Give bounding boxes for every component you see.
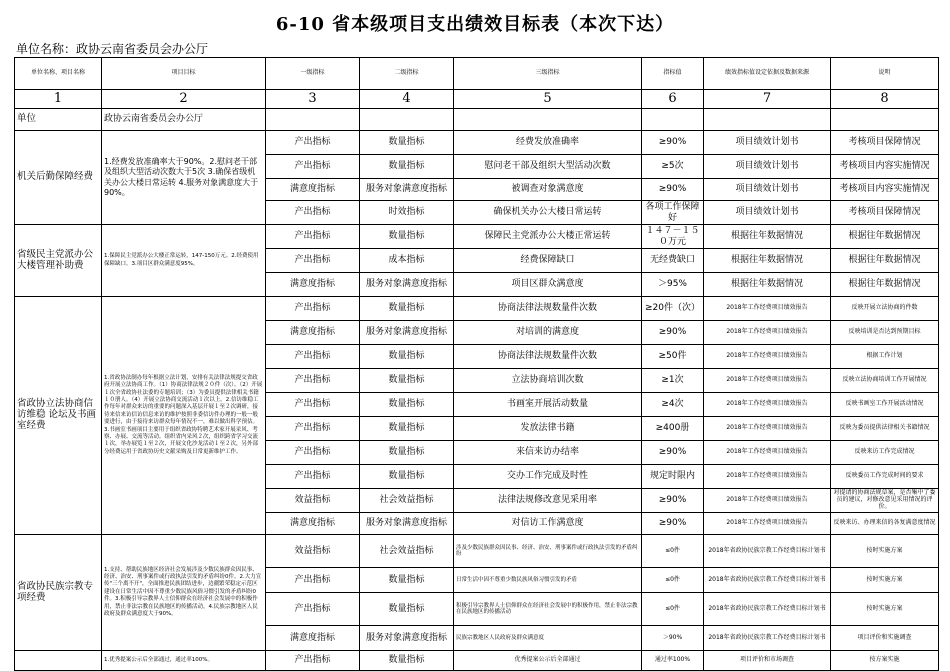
column-number-row bbox=[15, 90, 939, 109]
column-number: 8 bbox=[831, 90, 939, 109]
level2-indicator: 时效指标 bbox=[360, 201, 454, 225]
header-cell: 说明 bbox=[831, 58, 939, 90]
unit-name-label: 单位名称：政协云南省委员会办公厅 bbox=[16, 42, 209, 56]
basis-source: 2018年省政协民族宗教工作经费目标计划书 bbox=[704, 626, 831, 651]
level2-indicator: 服务对象满意度指标 bbox=[360, 513, 454, 535]
basis-source: 2018年工作经费项目绩效报告 bbox=[704, 393, 831, 417]
basis-source: 2018年工作经费项目绩效报告 bbox=[704, 441, 831, 465]
basis-source: 根据往年数据情况 bbox=[704, 249, 831, 273]
indicator-value: ≤0件 bbox=[642, 593, 704, 626]
project-target: 1.保障民主党派办公大楼正常运转，147-150万元。2.经费使用保障缺口。3.项目区群众满意度95%。 bbox=[102, 225, 266, 297]
project-target: 1.省政协法制办每年根据立法计划，安排有关法律法规提交省政府开展立法协商工作。（1）协商法律法规２０件（次）。（2）开展１次全省政协社法委的专题培训；（3）为委员提供法律相关书籍１０册人。（4）开展立法协商交流活动１次以上。2.信访维稳工作每年对群众来访的重要的问题深入基层开展１至２次调研，接待来信来访信访信息来访的维护按照非委信访件办理的一般一般要进行，由于接待来访群众每年情况不一，难以做出科学预估。3.书画室书画项目主要用于组织省政协特聘艺术家开展采风、考察、办展、交流等活动。组织省内采风２次，组织跨省学习交流１次，举办展览１至２次，开展文化沙龙活动１至２次，另外部分经费运用于省政协历史文献采购及日常更新维护工作。 bbox=[102, 297, 266, 535]
indicator-value: ≥90% bbox=[642, 441, 704, 465]
level2-indicator: 服务对象满意度指标 bbox=[360, 179, 454, 201]
basis-source: 根据往年数据情况 bbox=[704, 273, 831, 297]
level2-indicator: 数量指标 bbox=[360, 155, 454, 179]
level1-indicator: 产出指标 bbox=[266, 465, 360, 489]
level2-indicator: 数量指标 bbox=[360, 297, 454, 321]
level2-indicator: 数量指标 bbox=[360, 417, 454, 441]
level2-indicator: 数量指标 bbox=[360, 651, 454, 671]
header-cell: 二级指标 bbox=[360, 58, 454, 90]
level1-indicator: 产出指标 bbox=[266, 568, 360, 593]
level2-indicator: 服务对象满意度指标 bbox=[360, 273, 454, 297]
level1-indicator: 产出指标 bbox=[266, 131, 360, 155]
basis-source: 2018年省政协民族宗教工作经费目标计划书 bbox=[704, 535, 831, 568]
level2-indicator: 成本指标 bbox=[360, 249, 454, 273]
table-row bbox=[15, 297, 939, 321]
basis-source: 2018年工作经费项目绩效报告 bbox=[704, 321, 831, 345]
level3-indicator: 民族宗教地区人民政府及群众满意度 bbox=[454, 626, 642, 651]
indicator-value: 各项工作保障好 bbox=[642, 201, 704, 225]
description: 根据工作计划 bbox=[831, 345, 939, 369]
level2-indicator: 社会效益指标 bbox=[360, 489, 454, 513]
level2-indicator: 服务对象满意度指标 bbox=[360, 626, 454, 651]
level1-indicator: 产出指标 bbox=[266, 155, 360, 179]
unit-row bbox=[15, 109, 939, 131]
header-row bbox=[15, 58, 939, 90]
header-cell: 指标值 bbox=[642, 58, 704, 90]
column-number: 4 bbox=[360, 90, 454, 109]
description: 反映书画室工作开展活动情况 bbox=[831, 393, 939, 417]
indicator-value: ≤0件 bbox=[642, 535, 704, 568]
indicator-value: １４７－１５０万元 bbox=[642, 225, 704, 249]
description: 反映委员工作完成时间的要求 bbox=[831, 465, 939, 489]
basis-source: 项目绩效计划书 bbox=[704, 201, 831, 225]
description: 根据往年数据情况 bbox=[831, 249, 939, 273]
level2-indicator: 数量指标 bbox=[360, 131, 454, 155]
level2-indicator: 数量指标 bbox=[360, 225, 454, 249]
description: 考核项目保障情况 bbox=[831, 201, 939, 225]
level3-indicator: 立法协商培训次数 bbox=[454, 369, 642, 393]
page-title: 6-10 省本级项目支出绩效目标表（本次下达） bbox=[275, 14, 675, 35]
level1-indicator: 产出指标 bbox=[266, 369, 360, 393]
level3-indicator: 协商法律法规数量件次数 bbox=[454, 345, 642, 369]
level2-indicator: 数量指标 bbox=[360, 568, 454, 593]
indicator-value: ≥5次 bbox=[642, 155, 704, 179]
description: 考核项目内容实施情况 bbox=[831, 155, 939, 179]
indicator-value: ≥1次 bbox=[642, 369, 704, 393]
indicator-value: ≥90% bbox=[642, 321, 704, 345]
column-number: 6 bbox=[642, 90, 704, 109]
description: 对提请的协商法规草案，是否集中了委员的建议，对修改意见采用情况的评价。 bbox=[831, 489, 939, 513]
level2-indicator: 数量指标 bbox=[360, 465, 454, 489]
level1-indicator: 产出指标 bbox=[266, 201, 360, 225]
level3-indicator: 经费保障缺口 bbox=[454, 249, 642, 273]
column-number: 1 bbox=[15, 90, 102, 109]
indicator-value: ≥50件 bbox=[642, 345, 704, 369]
level3-indicator: 协商法律法规数量件次数 bbox=[454, 297, 642, 321]
level2-indicator: 社会效益指标 bbox=[360, 535, 454, 568]
basis-source: 2018年工作经费项目绩效报告 bbox=[704, 297, 831, 321]
level1-indicator: 产出指标 bbox=[266, 297, 360, 321]
level3-indicator: 对信访工作满意度 bbox=[454, 513, 642, 535]
indicator-value: ＞90% bbox=[642, 626, 704, 651]
level3-indicator: 保障民主党派办公大楼正常运转 bbox=[454, 225, 642, 249]
header-cell: 三级指标 bbox=[454, 58, 642, 90]
level2-indicator: 数量指标 bbox=[360, 393, 454, 417]
level2-indicator: 数量指标 bbox=[360, 593, 454, 626]
level2-indicator: 数量指标 bbox=[360, 369, 454, 393]
description: 根据往年数据情况 bbox=[831, 225, 939, 249]
project-name: 省政协民族宗教专项经费 bbox=[15, 535, 102, 651]
column-number: 2 bbox=[102, 90, 266, 109]
table-row bbox=[15, 225, 939, 249]
performance-target-table bbox=[14, 57, 939, 671]
basis-source: 2018年工作经费项目绩效报告 bbox=[704, 513, 831, 535]
level3-indicator: 对培训的满意度 bbox=[454, 321, 642, 345]
indicator-value: 通过率100% bbox=[642, 651, 704, 671]
indicator-value: ≥4次 bbox=[642, 393, 704, 417]
header-cell: 项目目标 bbox=[102, 58, 266, 90]
column-number: 3 bbox=[266, 90, 360, 109]
level3-indicator: 涉及少数民族群众因民事、经济、治安、刑事案件或行政执法引发的矛盾纠纷 bbox=[454, 535, 642, 568]
level3-indicator: 积极引导宗教界人士信仰群众在经济社会发展中的积极作用，禁止非法宗教在民族地区的传播活动 bbox=[454, 593, 642, 626]
level3-indicator: 交办工作完成及时性 bbox=[454, 465, 642, 489]
table-row bbox=[15, 131, 939, 155]
description: 考核项目保障情况 bbox=[831, 131, 939, 155]
basis-source: 项目评价和市场调查 bbox=[704, 651, 831, 671]
unit-row-label: 单位 bbox=[15, 109, 102, 131]
level3-indicator: 来信来访办结率 bbox=[454, 441, 642, 465]
column-number: 5 bbox=[454, 90, 642, 109]
basis-source: 2018年工作经费项目绩效报告 bbox=[704, 465, 831, 489]
level1-indicator: 产出指标 bbox=[266, 417, 360, 441]
description: 按时实施方案 bbox=[831, 568, 939, 593]
level2-indicator: 数量指标 bbox=[360, 441, 454, 465]
level1-indicator: 效益指标 bbox=[266, 489, 360, 513]
level1-indicator: 满意度指标 bbox=[266, 179, 360, 201]
basis-source: 项目绩效计划书 bbox=[704, 131, 831, 155]
description: 按方案实施 bbox=[831, 651, 939, 671]
level1-indicator: 满意度指标 bbox=[266, 273, 360, 297]
level1-indicator: 产出指标 bbox=[266, 249, 360, 273]
level3-indicator: 发放法律书籍 bbox=[454, 417, 642, 441]
column-number: 7 bbox=[704, 90, 831, 109]
basis-source: 2018年工作经费项目绩效报告 bbox=[704, 369, 831, 393]
level1-indicator: 产出指标 bbox=[266, 593, 360, 626]
indicator-value: ≥400册 bbox=[642, 417, 704, 441]
basis-source: 项目绩效计划书 bbox=[704, 179, 831, 201]
level3-indicator: 项目区群众满意度 bbox=[454, 273, 642, 297]
indicator-value: ≤0件 bbox=[642, 568, 704, 593]
level1-indicator: 满意度指标 bbox=[266, 321, 360, 345]
description: 反映来访、办理来信的各复满意度情况 bbox=[831, 513, 939, 535]
indicator-value: ＞95% bbox=[642, 273, 704, 297]
level3-indicator: 法律法规修改意见采用率 bbox=[454, 489, 642, 513]
project-name: 省级民主党派办公大楼管理补助费 bbox=[15, 225, 102, 297]
header-cell: 一级指标 bbox=[266, 58, 360, 90]
level2-indicator: 数量指标 bbox=[360, 345, 454, 369]
level3-indicator: 经费发放准确率 bbox=[454, 131, 642, 155]
basis-source: 2018年省政协民族宗教工作经费目标计划书 bbox=[704, 593, 831, 626]
level3-indicator: 优秀提案公示后全部通过 bbox=[454, 651, 642, 671]
level1-indicator: 满意度指标 bbox=[266, 626, 360, 651]
basis-source: 2018年工作经费项目绩效报告 bbox=[704, 489, 831, 513]
description: 根据往年数据情况 bbox=[831, 273, 939, 297]
basis-source: 2018年省政协民族宗教工作经费目标计划书 bbox=[704, 568, 831, 593]
description: 反映为委员提供法律相关书籍情况 bbox=[831, 417, 939, 441]
project-name: 机关后勤保障经费 bbox=[15, 131, 102, 225]
description: 考核项目内容实施情况 bbox=[831, 179, 939, 201]
indicator-value: ≥90% bbox=[642, 179, 704, 201]
level1-indicator: 产出指标 bbox=[266, 441, 360, 465]
level1-indicator: 产出指标 bbox=[266, 393, 360, 417]
description: 反映立法协商培训工作开展情况 bbox=[831, 369, 939, 393]
indicator-value: 规定时限内 bbox=[642, 465, 704, 489]
level3-indicator: 被调查对象满意度 bbox=[454, 179, 642, 201]
basis-source: 2018年工作经费项目绩效报告 bbox=[704, 345, 831, 369]
level3-indicator: 日常生活中因不尊重少数民族风俗习惯引发的矛盾 bbox=[454, 568, 642, 593]
unit-row-value: 政协云南省委员会办公厅 bbox=[102, 109, 266, 131]
level1-indicator: 产出指标 bbox=[266, 651, 360, 671]
level3-indicator: 确保机关办公大楼日常运转 bbox=[454, 201, 642, 225]
description: 反映开展立法协商的件数 bbox=[831, 297, 939, 321]
indicator-value: ≥90% bbox=[642, 513, 704, 535]
basis-source: 2018年工作经费项目绩效报告 bbox=[704, 417, 831, 441]
project-name: 省政协立法协商信访维稳 论坛及书画室经费 bbox=[15, 297, 102, 535]
header-cell: 绩效指标值设定依据及数据来源 bbox=[704, 58, 831, 90]
project-target: 1.经费发放准确率大于90%。2.慰问老干部及组织大型活动次数大于5次 3.确保省级机关办公大楼日常运转 4.服务对象满意度大于90%。 bbox=[102, 131, 266, 225]
description: 按时实施方案 bbox=[831, 535, 939, 568]
basis-source: 根据往年数据情况 bbox=[704, 225, 831, 249]
level1-indicator: 产出指标 bbox=[266, 225, 360, 249]
indicator-value: ≥90% bbox=[642, 489, 704, 513]
project-target: 1.优秀提案公示后全部通过，通过率100%。 bbox=[102, 651, 266, 671]
level1-indicator: 满意度指标 bbox=[266, 513, 360, 535]
description: 项目评价和实施调查 bbox=[831, 626, 939, 651]
indicator-value: 无经费缺口 bbox=[642, 249, 704, 273]
level1-indicator: 效益指标 bbox=[266, 535, 360, 568]
basis-source: 项目绩效计划书 bbox=[704, 155, 831, 179]
level2-indicator: 服务对象满意度指标 bbox=[360, 321, 454, 345]
description: 反映来访工作完成情况 bbox=[831, 441, 939, 465]
project-target: 1.支持、帮助民族地区经济社会发展涉及少数民族群众因民事、经济、治安、刑事案件或行政执法引发的矛盾纠纷0件。2.大力宣传"三个离不开"，全面推进民族团结进步，边疆繁荣稳定示范区建设在日常生活中因不尊重少数民族风俗习惯引发的矛盾纠纷0件。3.积极引导宗教界人士信仰群众在经济社会发展中的积极作用，禁止非法宗教在民族地区的传播活动。4.民族宗教地区人民政府及群众满意度大于90%。 bbox=[102, 535, 266, 651]
level3-indicator: 慰问老干部及组织大型活动次数 bbox=[454, 155, 642, 179]
indicator-value: ≥90% bbox=[642, 131, 704, 155]
header-cell: 单位名称、项目名称 bbox=[15, 58, 102, 90]
description: 反映培训是否达到预期目标 bbox=[831, 321, 939, 345]
indicator-value: ≥20件（次） bbox=[642, 297, 704, 321]
level1-indicator: 产出指标 bbox=[266, 345, 360, 369]
description: 按时实施方案 bbox=[831, 593, 939, 626]
table-row bbox=[15, 535, 939, 568]
level3-indicator: 书画室开展活动数量 bbox=[454, 393, 642, 417]
